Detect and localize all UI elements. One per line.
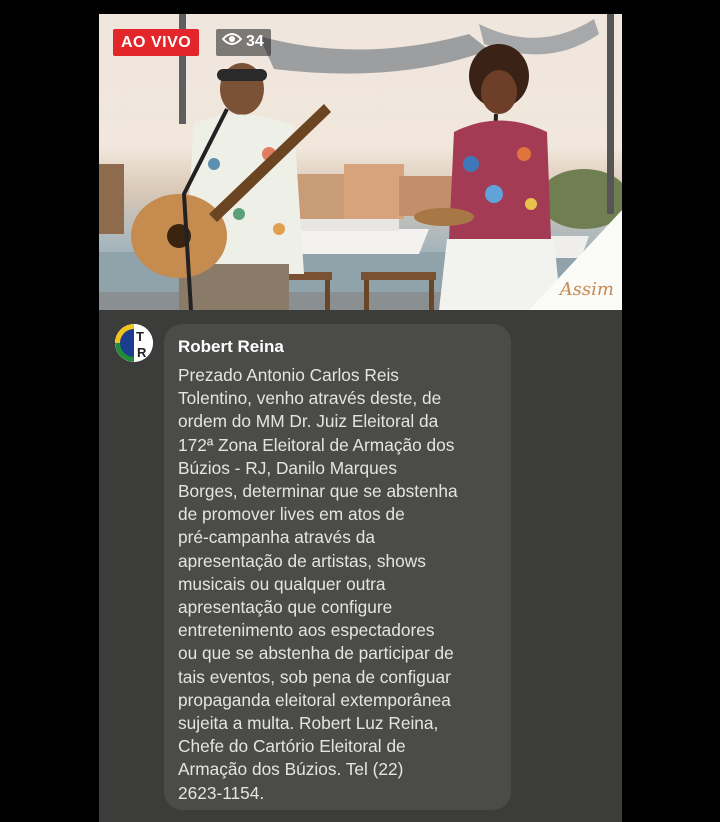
viewer-count: 34 (246, 33, 264, 50)
avatar-letter-r: R (137, 345, 147, 360)
video-frame-scene (99, 14, 622, 310)
comment-author[interactable]: Robert Reina (178, 337, 284, 356)
live-badge (113, 29, 199, 56)
comment-text: Prezado Antonio Carlos Reis Tolentino, venho através deste, de ordem do MM Dr. Juiz Eleitoral da 172ª Zona Eleitoral de Armação dos Búzios - RJ, Danilo Marques Borges, determinar que se abstenha de promover lives em atos de pré-campanha através da apresentação de artistas, shows musicais ou qualquer outra apresentação que configure entretenimento aos espectadores ou que se abstenha de participar de tais eventos, sob pena de configuar propaganda eleitoral extemporânea sujeita a multa. Robert Luz Reina, Chefe do Cartório Eleitoral de Armação dos Búzios. Tel (22) 2623-1154. (178, 365, 458, 803)
stream-watermark: Assim (559, 279, 614, 300)
avatar-letter-t: T (136, 329, 144, 344)
phone-screen (99, 14, 622, 822)
live-video[interactable] (99, 14, 622, 310)
avatar[interactable] (115, 324, 153, 362)
viewer-count-badge (216, 29, 271, 56)
comment-item (99, 310, 622, 822)
eye-icon (222, 32, 242, 52)
comment-bubble[interactable] (164, 324, 511, 810)
live-badge-label: AO VIVO (121, 34, 192, 51)
